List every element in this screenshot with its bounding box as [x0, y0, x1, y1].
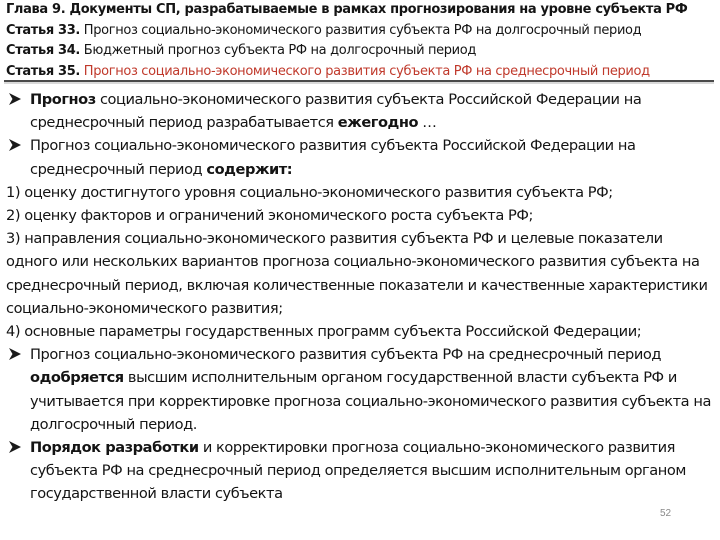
list-item: 1) оценку достигнутого уровня социально-экономического развития субъекта РФ; — [6, 183, 613, 201]
bullet-1-end: … — [418, 114, 437, 132]
header-divider-shadow — [4, 82, 714, 84]
content — [6, 88, 712, 506]
list-item: 2) оценку факторов и ограничений экономического роста субъекта РФ; — [6, 207, 533, 225]
bullet-4-bold: Порядок разработки — [30, 439, 199, 457]
bullet-1-text: социально-экономического развития субъекта Российской Федерации на среднесрочный период разрабатывается — [30, 91, 642, 132]
bullet-1-bold2: ежегодно — [337, 114, 419, 132]
arrow-bullet-icon — [8, 347, 22, 361]
article-35-text: Прогноз социально-экономического развития субъекта РФ на среднесрочный период — [80, 63, 650, 79]
bullet-3-text-b: высшим исполнительным органом государственной власти субъекта РФ и учитывается при корректировке прогноза социально-экономического развития субъекта на долгосрочный период. — [30, 369, 711, 433]
bullet-3 — [6, 343, 712, 436]
article-35 — [6, 62, 716, 83]
bullet-4-text: и корректировки прогноза социально-экономического развития субъекта РФ на среднесрочный период определяется высшим исполнительным органом государственной власти субъекта — [30, 439, 686, 503]
bullet-2 — [6, 134, 712, 180]
bullet-2-bold: содержит: — [206, 160, 293, 178]
bullet-2-text: Прогноз социально-экономического развития субъекта Российской Федерации на среднесрочный период — [30, 137, 636, 178]
article-35-label: Статья 35. — [6, 63, 81, 79]
header — [6, 0, 716, 82]
bullet-3-text-a: Прогноз социально-экономического развития субъекта РФ на среднесрочный период — [30, 346, 661, 364]
chapter-title: Глава 9. Документы СП, разрабатываемые в рамках прогнозирования на уровне субъекта РФ — [6, 2, 688, 17]
page-number: 52 — [660, 508, 672, 519]
article-33 — [6, 21, 716, 42]
arrow-bullet-icon — [8, 440, 22, 454]
article-34-label: Статья 34. — [6, 43, 81, 58]
article-33-label: Статья 33. — [6, 22, 81, 38]
bullet-4 — [6, 436, 712, 506]
arrow-bullet-icon — [8, 138, 22, 152]
bullet-1-bold: Прогноз — [30, 91, 96, 108]
list-item: 3) направления социально-экономического развития субъекта РФ и целевые показатели одного или нескольких вариантов прогноза социально-экономического развития субъекта на среднесрочный период, включая количественные показатели и качественные характеристики социально-экономического развития; — [6, 230, 708, 317]
list-item: 4) основные параметры государственных программ субъекта Российской Федерации; — [6, 323, 642, 341]
bullet-1 — [6, 88, 712, 134]
arrow-bullet-icon — [8, 92, 22, 106]
bullet-3-bold: одобряется — [30, 369, 124, 387]
article-33-text: Прогноз социально-экономического развития субъекта РФ на долгосрочный период — [80, 22, 642, 38]
article-34-text: Бюджетный прогноз субъекта РФ на долгосрочный период — [80, 43, 476, 58]
article-34 — [6, 41, 716, 62]
